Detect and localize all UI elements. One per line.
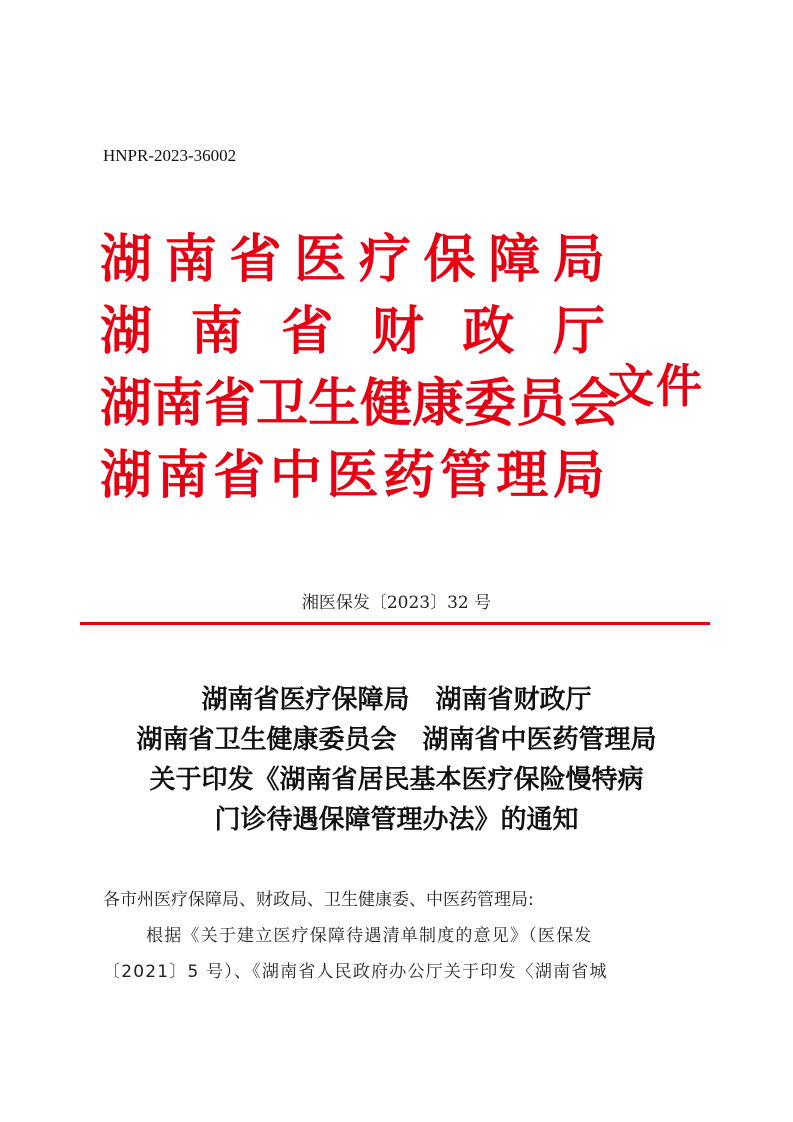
addressee-line: 各市州医疗保障局、财政局、卫生健康委、中医药管理局: <box>103 890 534 910</box>
issuer-line <box>100 440 605 512</box>
issuer-character: 湖 <box>100 301 153 362</box>
issuer-character: 南 <box>156 445 209 506</box>
issuer-character: 省 <box>204 373 257 434</box>
issuer-line <box>100 224 605 296</box>
issuer-block <box>100 224 621 512</box>
body-paragraph-line: 〔2021〕5 号）、《湖南省人民政府办公厅关于印发〈湖南省城 <box>103 962 608 982</box>
issuer-character: 厅 <box>552 301 605 362</box>
issuer-character: 管 <box>439 445 492 506</box>
notice-body <box>103 882 703 990</box>
issuer-character: 理 <box>496 445 549 506</box>
issuer-character: 健 <box>360 373 413 434</box>
issuer-character: 南 <box>190 301 243 362</box>
issuer-character: 委 <box>464 373 517 434</box>
title-line: 门诊待遇保障管理办法》的通知 <box>214 805 579 835</box>
issuer-character: 政 <box>462 301 515 362</box>
issuer-character: 湖 <box>100 373 153 434</box>
issuer-character: 南 <box>152 373 205 434</box>
document-code: HNPR-2023-36002 <box>103 146 237 165</box>
issuer-character: 湖 <box>100 229 153 290</box>
issuer-character: 康 <box>412 373 465 434</box>
issuer-character: 保 <box>423 229 476 290</box>
notice-title <box>0 680 793 840</box>
document-number: 湘医保发〔2023〕32 号 <box>301 593 492 613</box>
issuer-character: 障 <box>488 229 541 290</box>
issuer-character: 局 <box>552 229 605 290</box>
issuer-character: 中 <box>269 445 322 506</box>
title-line: 湖南省医疗保障局 湖南省财政厅 <box>201 685 592 715</box>
issuer-character: 省 <box>213 445 266 506</box>
title-line: 湖南省卫生健康委员会 湖南省中医药管理局 <box>136 725 657 755</box>
body-paragraph-line: 根据《关于建立医疗保障待遇清单制度的意见》（医保发 <box>146 926 593 946</box>
issuer-line <box>100 368 621 440</box>
issuer-character: 医 <box>326 445 379 506</box>
red-divider-line <box>80 622 710 625</box>
issuer-character: 局 <box>552 445 605 506</box>
issuer-character: 省 <box>229 229 282 290</box>
issuer-character: 会 <box>568 373 621 434</box>
issuer-line <box>100 296 605 368</box>
issuer-character: 卫 <box>256 373 309 434</box>
issuer-character: 省 <box>281 301 334 362</box>
issuer-character: 医 <box>294 229 347 290</box>
issuer-character: 生 <box>308 373 361 434</box>
issuer-character: 员 <box>516 373 569 434</box>
issuer-character: 药 <box>383 445 436 506</box>
document-type-label: 文件 <box>608 359 704 413</box>
issuer-character: 财 <box>371 301 424 362</box>
title-line: 关于印发《湖南省居民基本医疗保险慢特病 <box>149 765 644 795</box>
issuer-character: 南 <box>164 229 217 290</box>
issuer-character: 湖 <box>100 445 153 506</box>
issuer-character: 疗 <box>358 229 411 290</box>
